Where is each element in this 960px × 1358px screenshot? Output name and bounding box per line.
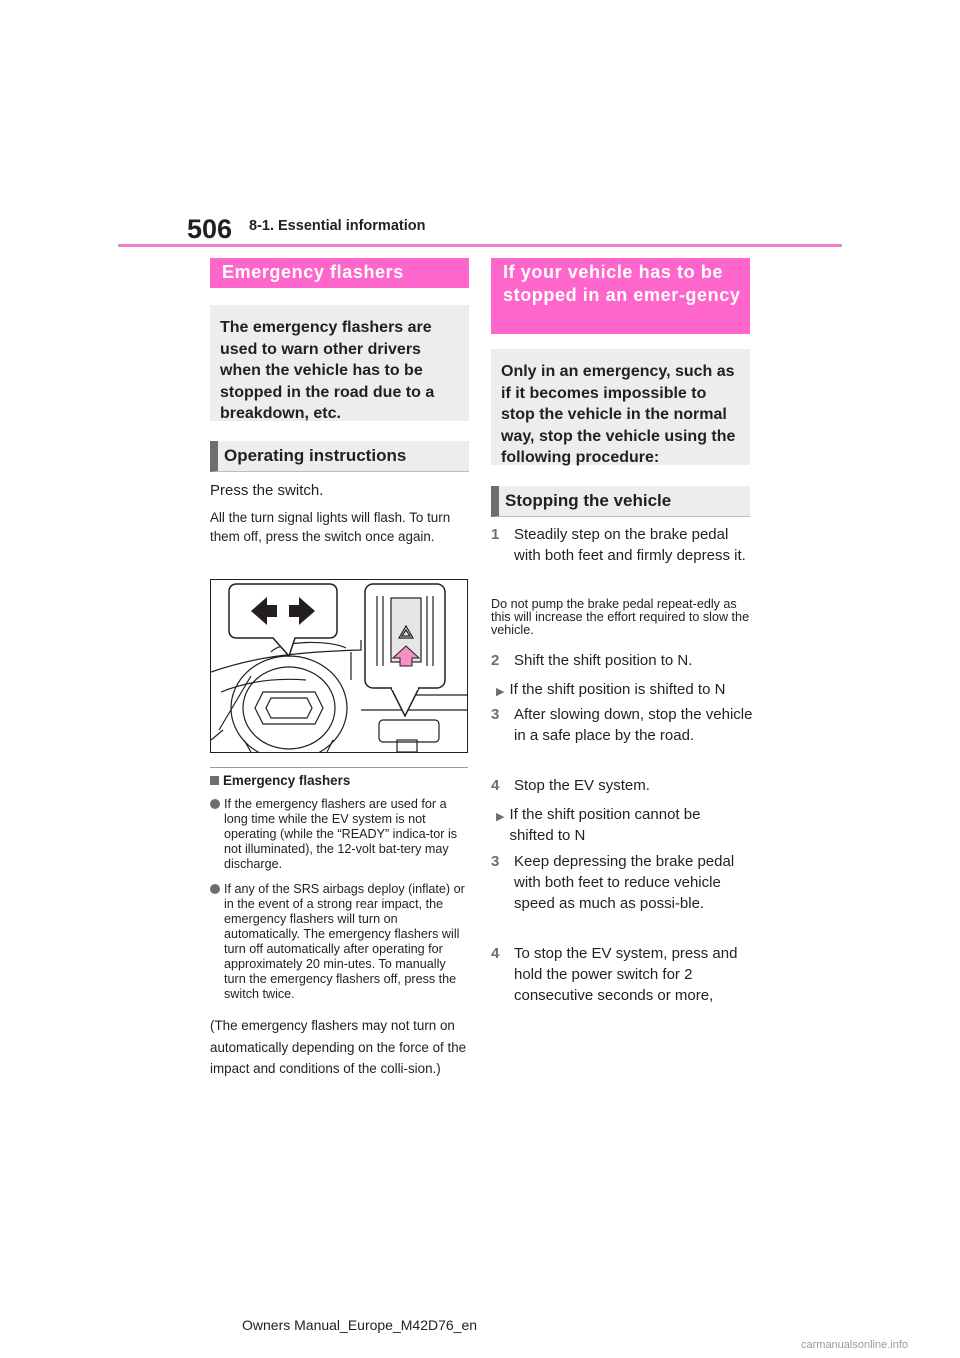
emergency-flashers-title: Emergency flashers [210, 258, 469, 288]
step-3a-number: 3 [491, 706, 500, 723]
operating-instructions-title: Operating instructions [210, 441, 469, 472]
dashboard-figure [210, 579, 468, 753]
bullet-text-2: If any of the SRS airbags deploy (inflate) or in the event of a strong rear impact, the emergency flashers will turn on automatically. The emergency flashers will turn off automatically after operating for approximately 20 min-utes. To manually turn the emergency flashers off, press the switch twice. [224, 882, 465, 1001]
step-2-text: Shift the shift position to N. [514, 652, 693, 669]
step-4a [491, 775, 753, 796]
step-3a-text: After slowing down, stop the vehicle in a safe place by the road. [514, 706, 753, 744]
step-4b [491, 943, 753, 1006]
triangle-bullet-icon: ▶ [496, 686, 505, 698]
case-a [496, 679, 758, 703]
step-3b-text: Keep depressing the brake pedal with both feet to reduce vehicle speed as much as possi-ble. [514, 853, 735, 912]
bullet-text-1: If the emergency flashers are used for a long time while the EV system is not operating (while the “READY” indica-tor is not illuminated), the 12-volt bat-tery may discharge. [224, 797, 458, 871]
step-1 [491, 524, 753, 566]
step-4b-text: To stop the EV system, press and hold the power switch for 2 consecutive seconds or more, [514, 945, 738, 1004]
header-rule [118, 244, 842, 247]
step-4b-number: 4 [491, 945, 500, 962]
notes-rule [210, 767, 468, 768]
step-2 [491, 650, 753, 671]
press-switch-note: All the turn signal lights will flash. To turn them off, press the switch once again. [210, 510, 451, 544]
step-2-number: 2 [491, 652, 500, 669]
case-b [496, 804, 736, 846]
stop-intro-box: Only in an emergency, such as if it becomes impossible to stop the vehicle in the normal way, stop the vehicle using the following procedure: [491, 349, 750, 465]
emergency-stop-title: If your vehicle has to be stopped in an emer-gency [491, 258, 750, 334]
page-number: 506 [187, 214, 233, 244]
case-b-text: If the shift position cannot be shifted to N [509, 806, 701, 844]
watermark: carmanualsonline.info [801, 1339, 909, 1351]
notes-heading [210, 773, 350, 788]
step-4a-text: Stop the EV system. [514, 777, 650, 794]
step-4a-number: 4 [491, 777, 500, 794]
bullet-item-2 [210, 882, 468, 1002]
step-1-number: 1 [491, 526, 500, 543]
step-3a [491, 704, 753, 746]
notes-heading-text: Emergency flashers [223, 773, 351, 788]
triangle-bullet-icon: ▶ [496, 811, 505, 823]
square-bullet-icon [210, 776, 219, 785]
stopping-vehicle-title: Stopping the vehicle [491, 486, 750, 517]
section-title: 8-1. Essential information [249, 218, 426, 234]
bullet-item-1 [210, 797, 468, 872]
press-switch-text: Press the switch. [210, 482, 324, 499]
step-3b [491, 851, 753, 914]
step-1-text: Steadily step on the brake pedal with both feet and firmly depress it. [514, 526, 746, 564]
step-1-note: Do not pump the brake pedal repeat-edly as this will increase the effort required to slow the vehicle. [491, 597, 750, 637]
paren-note: (The emergency flashers may not turn on automatically depending on the force of the impact and conditions of the colli-sion.) [210, 1018, 467, 1076]
circle-bullet-icon [210, 799, 220, 809]
intro-box: The emergency flashers are used to warn other drivers when the vehicle has to be stopped in the road due to a breakdown, etc. [210, 305, 469, 421]
case-a-text: If the shift position is shifted to N [509, 681, 726, 698]
dashboard-illustration [211, 580, 467, 752]
step-3b-number: 3 [491, 853, 500, 870]
circle-bullet-icon [210, 884, 220, 894]
document-footer: Owners Manual_Europe_M42D76_en [242, 1317, 478, 1333]
